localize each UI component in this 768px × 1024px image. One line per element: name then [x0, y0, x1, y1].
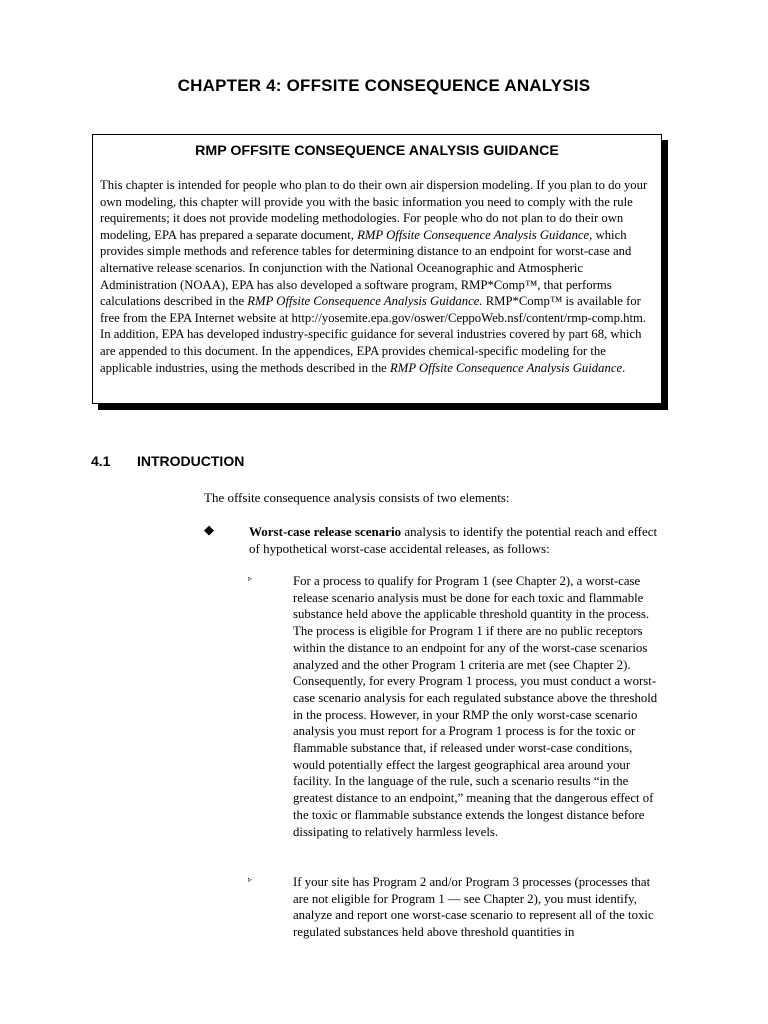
list-item-text: If your site has Program 2 and/or Program 3 processes (processes that are not eligible for Program 1 — see Chapter 2), you must identify, analyze and report one worst-case scenario to represent all of the toxic regulated substances held above threshold quantities in	[293, 875, 654, 940]
guidance-text-3: RMP*Comp™ is available for free from the EPA Internet website at http://yosemite.epa.gov/oswer/CeppoWeb.nsf/content/rmp-comp.htm. In addition, EPA has developed industry-specific guidance for several industries covered by part 68, which are appended to this document. In the appendices, EPA provides chemical-specific modeling for the applicable industries, using the methods described in the	[100, 294, 647, 375]
guidance-box-body	[100, 177, 654, 376]
list-item	[248, 874, 663, 941]
triangle-bullet-icon: ▹	[248, 875, 253, 884]
bullet-description: analysis to identify the potential reach and effect of hypothetical worst-case accidental releases, as follows:	[249, 524, 658, 556]
triangle-bullet-icon: ▹	[248, 574, 253, 583]
chapter-title: CHAPTER 4: OFFSITE CONSEQUENCE ANALYSIS	[177, 76, 591, 95]
guidance-doc-title-3: RMP Offsite Consequence Analysis Guidance	[390, 360, 623, 375]
guidance-doc-title-2: RMP Offsite Consequence Analysis Guidance.	[247, 294, 483, 309]
section-heading	[91, 453, 244, 469]
guidance-text-2: which provides simple methods and reference tables for determining distance to an endpoint for worst-case and alternative release scenarios. In conjunction with the National Oceanographic and Atmospheric Administration (NOAA), EPA has also developed a software program, RMP*Comp™, that performs calculations described in the	[100, 227, 632, 309]
guidance-box-title: RMP OFFSITE CONSEQUENCE ANALYSIS GUIDANCE	[195, 143, 559, 159]
diamond-bullet-icon: ◆	[204, 522, 214, 537]
list-item-text: For a process to qualify for Program 1 (see Chapter 2), a worst-case release scenario analysis must be done for each toxic and flammable substance held above the applicable threshold quantity in the process. The process is eligible for Program 1 if there are no public receptors within the distance to an endpoint for any of the worst-case scenarios analyzed and the other Program 1 criteria are met (see Chapter 2). Consequently, for every Program 1 process, you must conduct a worst-case scenario analysis for each regulated substance above the threshold in the process. However, in your RMP the only worst-case scenario analysis you must report for a Program 1 process is for the toxic or flammable substance that, if released under worst-case conditions, would potentially effect the largest geographical area around your facility. In the language of the rule, such a scenario results “in the greatest distance to an endpoint,” meaning that the dangerous effect of the toxic or flammable substance extends the longest distance before dissipating to relatively harmless levels.	[293, 574, 658, 839]
guidance-text-1: This chapter is intended for people who plan to do their own air dispersion modeling. If you plan to do your own modeling, this chapter will provide you with the basic information you need to comply with the rule requirements; it does not provide modeling methodologies. For people who do not plan to do their own modeling, EPA has prepared a separate document,	[100, 178, 648, 242]
guidance-text-end: .	[622, 360, 626, 375]
intro-paragraph: The offsite consequence analysis consists of two elements:	[204, 490, 510, 505]
list-item	[248, 573, 663, 840]
section-number: 4.1	[91, 453, 111, 469]
bullet-text	[249, 523, 664, 557]
bullet-worst-case	[204, 523, 664, 557]
guidance-doc-title-1: RMP Offsite Consequence Analysis Guidance,	[357, 227, 593, 242]
bullet-bold-term: Worst-case release scenario	[249, 524, 402, 539]
section-title: INTRODUCTION	[137, 453, 245, 469]
guidance-box	[92, 134, 662, 404]
